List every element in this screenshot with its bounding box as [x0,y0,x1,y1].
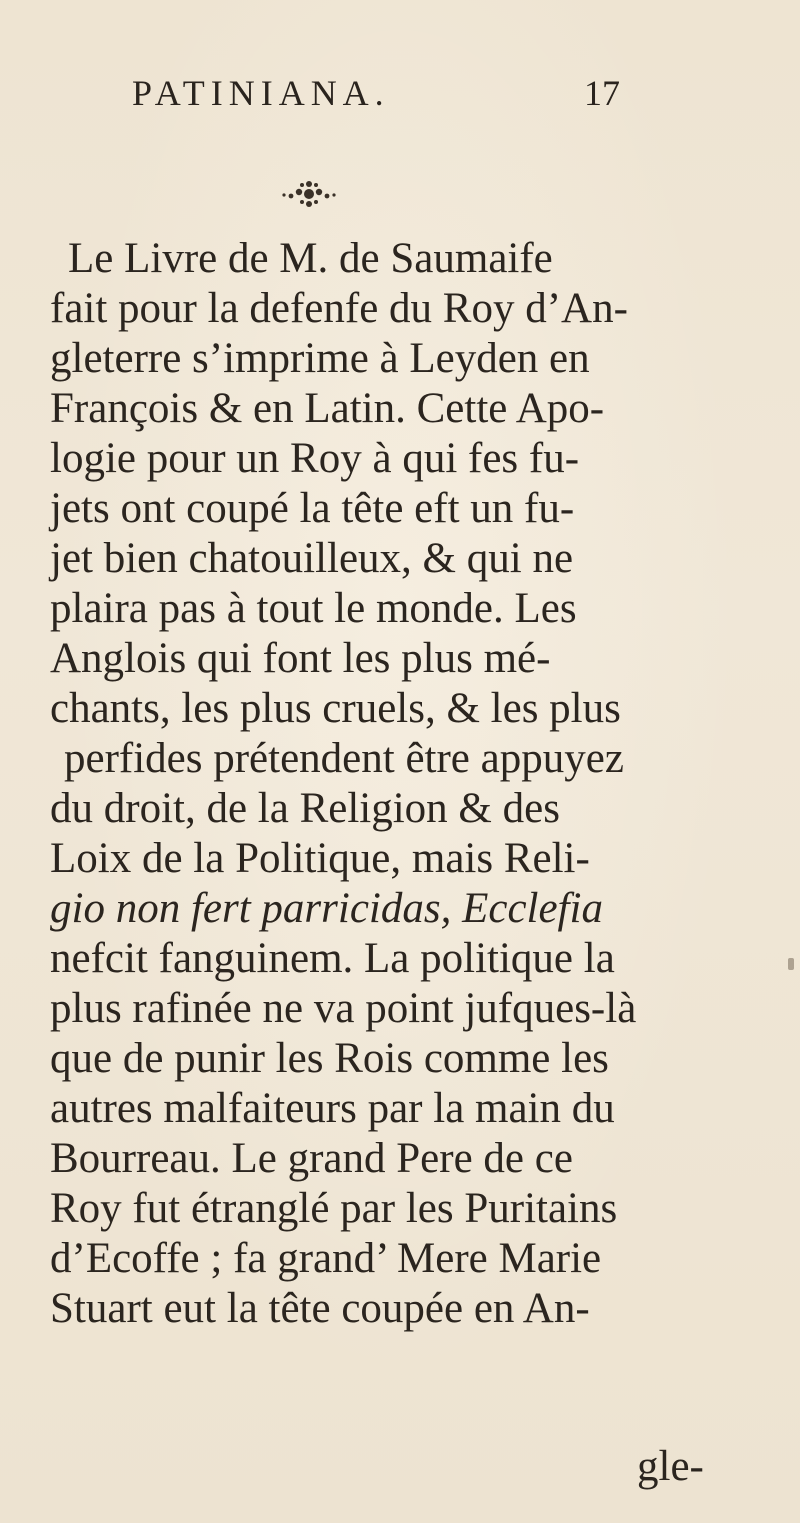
text-line-16: plus rafinée ne va point jufques-là [50,985,637,1032]
text-line-11: perfides prétendent être appuyez [64,735,624,782]
text-line-10: chants, les plus cruels, & les plus [50,685,621,732]
catchword: gle- [637,1443,704,1490]
text-line-4: François & en Latin. Cette Apo- [50,385,605,432]
text-line-17: que de punir les Rois comme les [50,1035,609,1082]
text-line-12: du droit, de la Religion & des [50,785,560,832]
margin-speck [788,958,794,970]
text-line-8: plaira pas à tout le monde. Les [50,585,577,632]
text-line-14: gio non fert parricidas, Ecclefia [50,885,603,932]
page-header [0,72,800,122]
text-line-20: Roy fut étranglé par les Puritains [50,1185,618,1232]
text-line-15: nefcit fanguinem. La politique la [50,935,615,982]
text-line-3: gleterre s’imprime à Leyden en [50,335,590,382]
text-line-2: fait pour la defenfe du Roy d’An- [50,285,628,332]
text-line-6: jets ont coupé la tête eft un fu- [50,485,575,532]
text-line-19: Bourreau. Le grand Pere de ce [50,1135,573,1182]
fleuron-ornament-icon [277,176,341,212]
text-line-21: d’Ecoffe ; fa grand’ Mere Marie [50,1235,602,1282]
text-line-13: Loix de la Politique, mais Reli- [50,835,590,882]
text-line-9: Anglois qui font les plus mé- [50,635,551,682]
text-line-22: Stuart eut la tête coupée en An- [50,1285,590,1332]
text-line-1: Le Livre de M. de Saumaife [68,235,553,282]
running-title: PATINIANA. [132,73,390,113]
text-line-7: jet bien chatouilleux, & qui ne [50,535,574,582]
text-line-18: autres malfaiteurs par la main du [50,1085,615,1132]
page-number: 17 [584,73,620,113]
text-line-5: logie pour un Roy à qui fes fu- [50,435,580,482]
